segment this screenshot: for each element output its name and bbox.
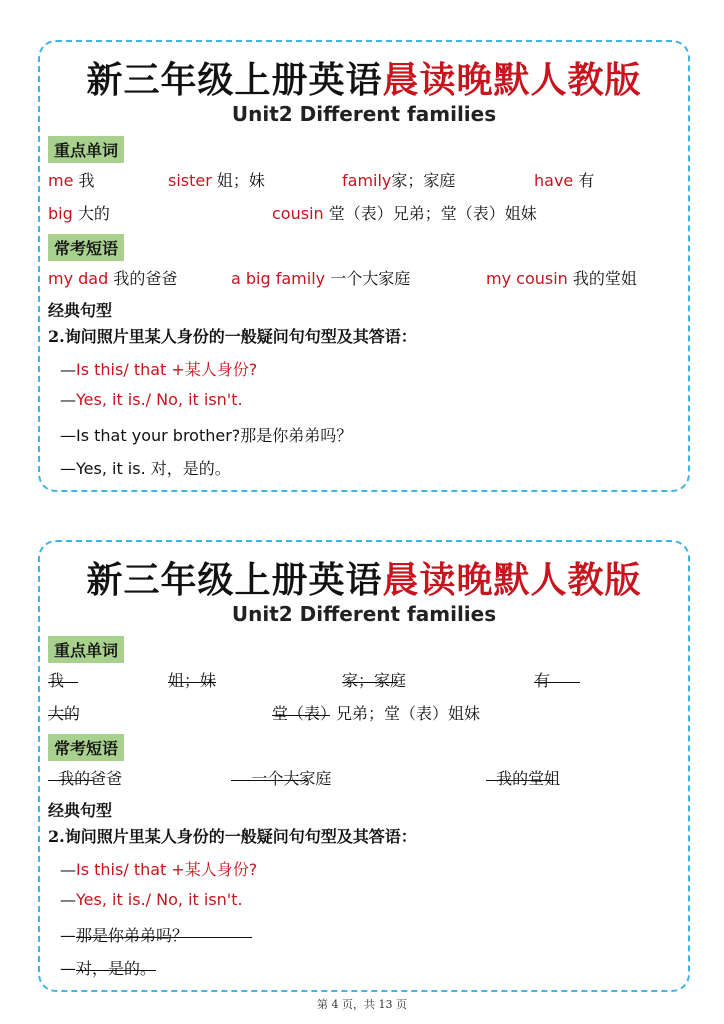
phrases-row: my dad 我的爸爸 a big family 一个大家庭 my cousin 我的堂姐 (48, 269, 637, 288)
unit-title: Unit2 Different families (231, 602, 497, 626)
sentence-intro: 2.询问照片里某人身份的一般疑问句句型及其答语： (48, 827, 417, 846)
worksheet-card-blanks (38, 540, 690, 992)
page-footer: 第 4 页，共 13 页 (317, 998, 407, 1011)
worksheet-card-answers (38, 40, 690, 492)
card-title: 新三年级上册英语晨读晚默人教版 (86, 559, 642, 601)
phrases-row: 我的爸爸 一个大家庭 我的堂姐 (48, 766, 680, 790)
section-header-sentences: 经典句型 (48, 301, 113, 320)
section-header-phrases: 常考短语 (48, 234, 124, 261)
words-row-1: 我 姐；妹 家；家庭 有 (48, 668, 680, 692)
unit-title: Unit2 Different families (231, 102, 497, 126)
blank-me[interactable] (48, 668, 78, 683)
section-header-phrases: 常考短语 (48, 734, 124, 761)
answer-pattern: —Yes, it is./ No, it isn't. (60, 390, 243, 409)
blank-sister[interactable] (168, 668, 216, 683)
section-header-words: 重点单词 (48, 136, 124, 163)
blank-dad[interactable] (58, 766, 94, 781)
example-question-blank: — 那是你弟弟吗？ (48, 923, 680, 947)
words-row-2: 大的 堂（表）兄弟；堂（表）姐妹 (48, 701, 680, 725)
section-header-words: 重点单词 (48, 636, 124, 663)
blank-answer[interactable] (76, 956, 156, 971)
answer-pattern: —Yes, it is./ No, it isn't. (60, 890, 243, 909)
card-title: 新三年级上册英语晨读晚默人教版 (86, 59, 642, 101)
words-row-2: big 大的 cousin 堂（表）兄弟；堂（表）姐妹 (48, 204, 537, 223)
example-answer-blank: — 对，是的。 (48, 956, 680, 980)
blank-cousin-2[interactable] (496, 766, 554, 781)
blank-have[interactable] (534, 668, 580, 683)
blank-question[interactable] (76, 923, 252, 938)
blank-family[interactable] (342, 668, 398, 683)
blank-cousin[interactable] (272, 701, 330, 716)
blank-family-2[interactable] (251, 766, 307, 781)
section-header-sentences: 经典句型 (48, 801, 113, 820)
words-row-1: me 我 sister 姐；妹 family家；家庭 have 有 (48, 171, 595, 190)
question-pattern: —Is this/ that +某人身份? (60, 860, 258, 879)
example-answer: —Yes, it is. 对，是的。 (60, 459, 231, 478)
question-pattern: —Is this/ that +某人身份? (60, 360, 258, 379)
example-question: —Is that your brother?那是你弟弟吗？ (60, 426, 353, 445)
blank-big[interactable] (48, 701, 78, 716)
sentence-intro: 2.询问照片里某人身份的一般疑问句句型及其答语： (48, 327, 417, 346)
